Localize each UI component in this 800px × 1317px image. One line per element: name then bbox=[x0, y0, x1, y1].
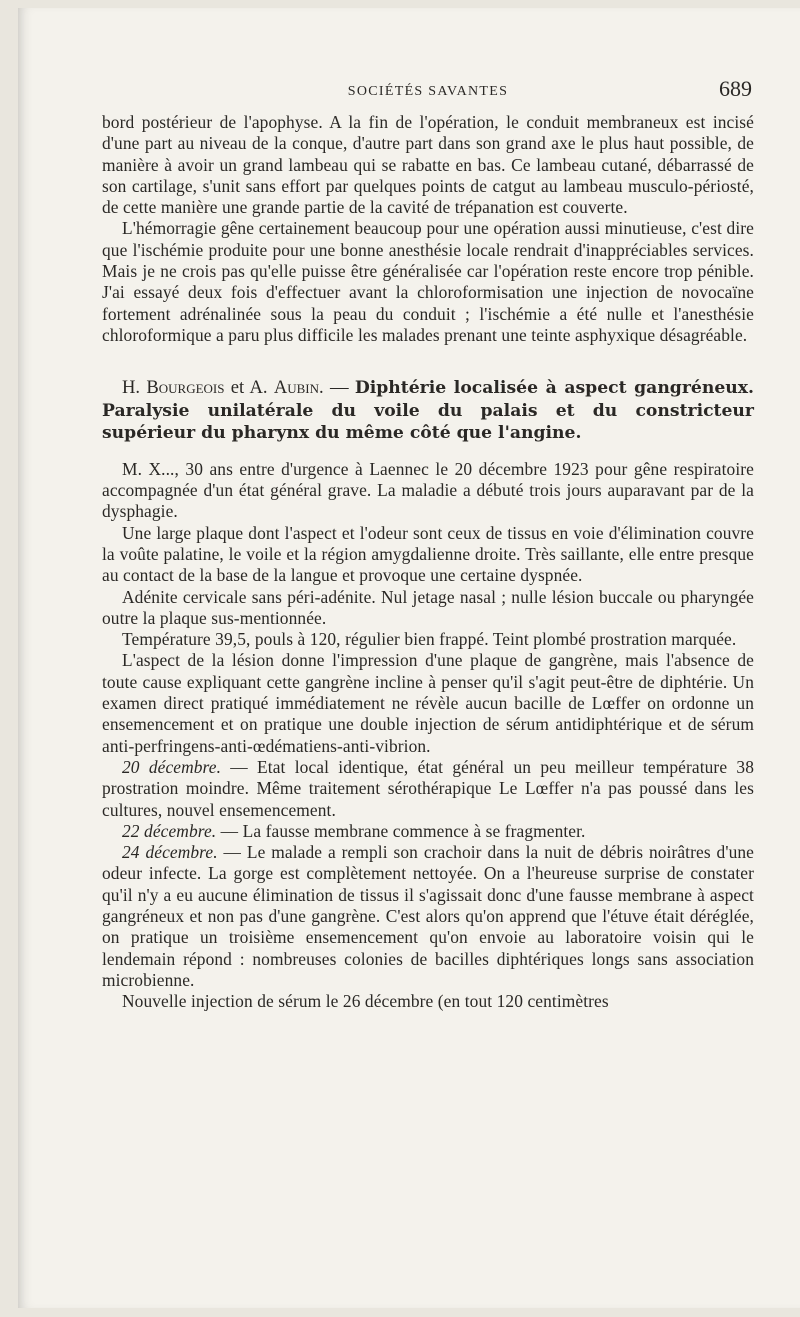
page-content bbox=[102, 72, 754, 1012]
paragraph-dated bbox=[102, 842, 754, 991]
section-spacer bbox=[102, 346, 754, 377]
page-number: 689 bbox=[719, 76, 752, 101]
text-block-case bbox=[102, 459, 754, 1013]
author-name: Aubin bbox=[273, 377, 320, 399]
book-page bbox=[18, 8, 800, 1308]
date-label: 24 décembre. bbox=[122, 842, 218, 863]
date-label: 22 décembre. bbox=[122, 820, 217, 841]
paragraph: Une large plaque dont l'aspect et l'odeur sont ceux de tissus en voie d'élimination couvre la voûte palatine, le voile et la région amygdalienne droite. Très saillante, elle entre presque au contact de la base de la langue et provoque une certaine dyspnée. bbox=[102, 522, 754, 586]
author-name: Bourgeois bbox=[146, 377, 225, 399]
paragraph-dated bbox=[102, 821, 754, 842]
paragraph: Adénite cervicale sans péri-adénite. Nul jetage nasal ; nulle lésion buccale ou pharyngée outre la plaque sus-mentionnée. bbox=[102, 586, 754, 628]
paragraph-dated bbox=[102, 757, 754, 821]
paragraph: L'hémorragie gêne certainement beaucoup pour une opération aussi minutieuse, c'est dire que l'ischémie produite pour une bonne anesthésie locale rendrait d'inappréciables services. Mais je ne crois pas qu'elle puisse être généralisée car l'opération reste encore trop pénible. J'ai essayé deux fois d'effectuer avant la chloroformisation une injection de novocaïne fortement adrénalinée sous la peau du conduit ; l'ischémie a été nulle et l'anesthésie chloroformique a paru plus difficile les malades prenant une teinte asphyxique désagréable. bbox=[102, 218, 754, 345]
date-label: 20 décembre. bbox=[122, 756, 222, 777]
paragraph-continued: bord postérieur de l'apophyse. A la fin de l'opération, le conduit membraneux est incisé d'une part au niveau de la conque, d'autre part dans son grand axe le plus haut possible, de manière à avoir un grand lambeau qui se rabatte en bas. Ce lambeau cutané, débarrassé de son cartilage, s'unit sans effort par quelques points de catgut au lambeau musculo-périosté, de cette manière une grande partie de la cavité de trépanation est couverte. bbox=[102, 112, 754, 218]
paragraph: Température 39,5, pouls à 120, régulier bien frappé. Teint plombé prostration marquée. bbox=[122, 629, 737, 650]
dated-text: — Le malade a rempli son crachoir dans la nuit de débris noirâtres d'une odeur infecte. La gorge est complètement nettoyée. On a l'heureuse surprise de constater qu'il n'y a eu aucune élimination de tissus il s'agissait donc d'une fausse membrane à aspect gangréneux et non pas d'une gangrène. C'est alors qu'on apprend que l'étuve était déréglée, on pratique un troisième ensemencement qu'on envoie au laboratoire voisin qui le lendemain répond : nombreuses colonies de bacilles diphtériques longs sans association microbienne. bbox=[102, 842, 754, 990]
author-initial: H. bbox=[122, 377, 147, 399]
section-heading bbox=[102, 377, 754, 445]
paragraph: L'aspect de la lésion donne l'impression d'une plaque de gangrène, mais l'absence de toute cause expliquant cette gangrène incline à penser qu'il s'agit peut-être de diphtérie. Un examen direct pratiqué immédiatement ne révèle aucun bacille de Lœffer on ordonne un ensemencement et on pratique une double injection de sérum antidiphtérique et de sérum anti-perfringens-anti-œdématiens-anti-vibrion. bbox=[102, 650, 754, 756]
paragraph: M. X..., 30 ans entre d'urgence à Laennec le 20 décembre 1923 pour gêne respiratoire accompagnée d'un état général grave. La maladie a débuté trois jours auparavant par de la dysphagie. bbox=[102, 458, 754, 522]
dated-text: — Etat local identique, état général un peu meilleur température 38 prostration moindre. Même traitement sérothérapique Le Lœffer n'a pas poussé dans les cultures, nouvel ensemencement. bbox=[102, 756, 754, 820]
communication-title: Diphtérie localisée à aspect gangréneux. Paralysie unilatérale du voile du palais et du constricteur supérieur du pharynx du même côté que l'angine. bbox=[102, 378, 754, 444]
author-conjunction: et A. bbox=[224, 377, 274, 399]
running-header bbox=[102, 72, 754, 112]
running-title: SOCIÉTÉS SAVANTES bbox=[347, 84, 509, 99]
heading-dash: . — bbox=[319, 377, 355, 399]
paragraph-truncated: Nouvelle injection de sérum le 26 décembre (en tout 120 centimètres bbox=[122, 991, 609, 1012]
text-block-otology bbox=[102, 112, 754, 346]
dated-text: — La fausse membrane commence à se fragmenter. bbox=[216, 820, 586, 841]
